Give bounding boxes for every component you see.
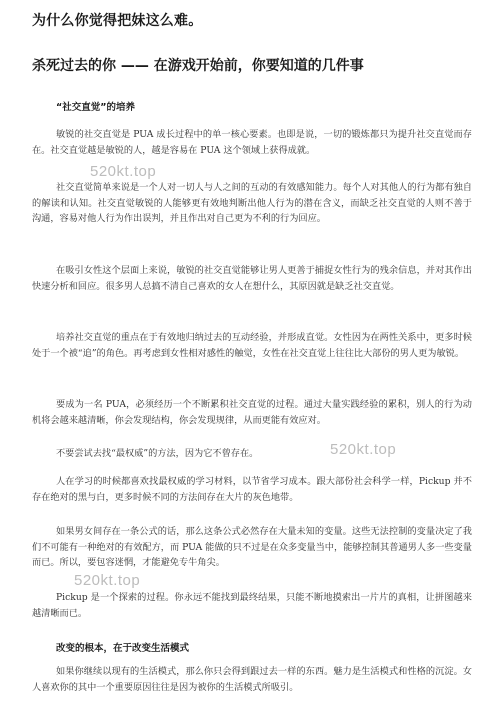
paragraph-5: 要成为一名 PUA，必须经历一个不断累积社交直觉的过程。通过大量实践经验的累积，别人的行为动机将会越来越清晰，你会发现结构，你会发现规律，从而更能有效应对。 <box>32 399 472 426</box>
paragraph-8: 如果男女间存在一条公式的话，那么这条公式必然存在大量未知的变量。这些无法控制的变量决定了我们不可能有一种绝对的有效配方，而 PUA 能做的只不过是在众多变量当中，能够控制其普通男人多一些变量而已。所以，要包容迷惘，才能避免专牛角尖。 <box>32 526 472 568</box>
paragraph-4: 培养社交直觉的重点在于有效地归纳过去的互动经验，并形成直觉。女性因为在两性关系中，更多时候处于一个被“追”的角色。再考虑到女性相对感性的触觉，女性在社交直觉上往往比大部份的男人更为敏锐。 <box>32 332 472 359</box>
watermark: 520kt.top <box>330 441 397 458</box>
paragraph-1: 敏锐的社交直觉是 PUA 成长过程中的单一核心要素。也即是说，一切的锻炼都只为提升社交直觉而存在。社交直觉越是敏锐的人，越是容易在 PUA 这个领域上获得成就。 <box>32 129 472 156</box>
paragraph-6: 不要尝试去找“最权威”的方法，因为它不曾存在。 <box>56 448 259 459</box>
subheading-social-intuition: “社交直觉”的培养 <box>56 102 135 113</box>
paragraph-2: 社交直觉简单来说是一个人对一切人与人之间的互动的有效感知能力。每个人对其他人的行为都有独自的解读和认知。社交直觉敏锐的人能够更有效地判断出他人行为的潜在含义，而缺乏社交直觉的人则不善于沟通，容易对他人行为作出误判，并且作出对自己更为不利的行为回应。 <box>32 182 472 224</box>
paragraph-9: Pickup 是一个探索的过程。你永远不能找到最终结果，只能不断地摸索出一片片的真相，让拼图越来越清晰而已。 <box>32 592 472 619</box>
paragraph-7: 人在学习的时候都喜欢找最权威的学习材料，以节省学习成本。跟大部份社会科学一样，Pickup 并不存在绝对的黑与白，更多时候不同的方法间存在大片的灰色地带。 <box>32 476 472 503</box>
section-title: 杀死过去的你 —— 在游戏开始前，你要知道的几件事 <box>32 58 364 74</box>
paragraph-10: 如果你继续以现有的生活模式，那么你只会得到跟过去一样的东西。魅力是生活模式和性格的沉淀。女人喜欢你的其中一个重要原因往往是因为被你的生活模式所吸引。 <box>32 666 472 693</box>
document-title: 为什么你觉得把妹这么难。 <box>32 13 203 29</box>
watermark: 520kt.top <box>90 163 157 180</box>
paragraph-3: 在吸引女性这个层面上来说，敏锐的社交直觉能够让男人更善于捕捉女性行为的残余信息，并对其作出快速分析和回应。很多男人总搞不清自己喜欢的女人在想什么，其原因就是缺乏社交直觉。 <box>32 265 472 292</box>
watermark: 520kt.top <box>74 572 141 589</box>
subheading-lifestyle-change: 改变的根本，在于改变生活模式 <box>56 643 190 654</box>
